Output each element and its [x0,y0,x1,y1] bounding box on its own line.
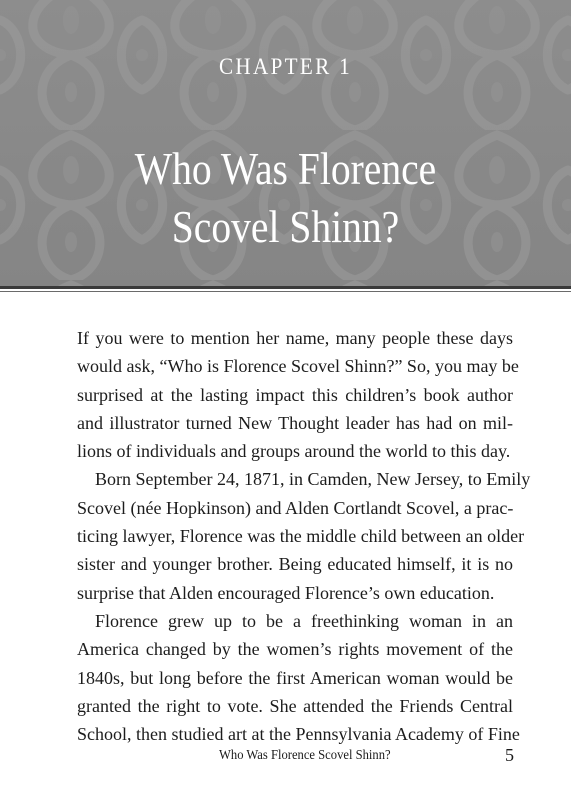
header-rule-thick [0,286,571,289]
paragraph-2 [77,465,531,606]
text-line: would ask, “Who is Florence Scovel Shinn?” So, you may be [77,356,519,377]
text-line: School, then studied art at the Pennsylvania Academy of Fine [77,724,520,745]
chapter-label: CHAPTER 1 [219,54,352,79]
text-line: surprised at the lasting impact this children’s book author [77,384,513,405]
text-line: granted the right to vote. She attended the Friends Central [77,695,513,716]
chapter-header-banner [0,0,571,286]
page-number: 5 [505,745,514,765]
text-line: Born September 24, 1871, in Camden, New Jersey, to Emily [95,469,531,490]
body-text [77,324,531,748]
text-line: Scovel (née Hopkinson) and Alden Cortlandt Scovel, a prac- [77,497,514,518]
text-line: lions of individuals and groups around the world to this day. [77,441,511,462]
chapter-title-line-1: Who Was Florence [134,143,437,194]
paragraph-3 [77,607,520,748]
text-line: ticing lawyer, Florence was the middle child between an older [77,526,525,547]
text-line: sister and younger brother. Being educated himself, it is no [77,554,513,575]
text-line: surprise that Alden encouraged Florence’s own education. [77,582,495,603]
text-line: If you were to mention her name, many people these days [77,328,513,348]
text-line: and illustrator turned New Thought leader has had on mil- [77,412,513,433]
header-rule-thin [0,291,571,292]
paragraph-1 [77,324,519,465]
chapter-title [40,140,531,256]
text-line: Florence grew up to be a freethinking woman in an [95,610,513,631]
text-line: 1840s, but long before the first American woman would be [77,667,513,688]
text-line: America changed by the women’s rights movement of the [77,639,513,660]
running-footer-title: Who Was Florence Scovel Shinn? [219,748,391,763]
chapter-title-line-2: Scovel Shinn? [171,201,400,252]
